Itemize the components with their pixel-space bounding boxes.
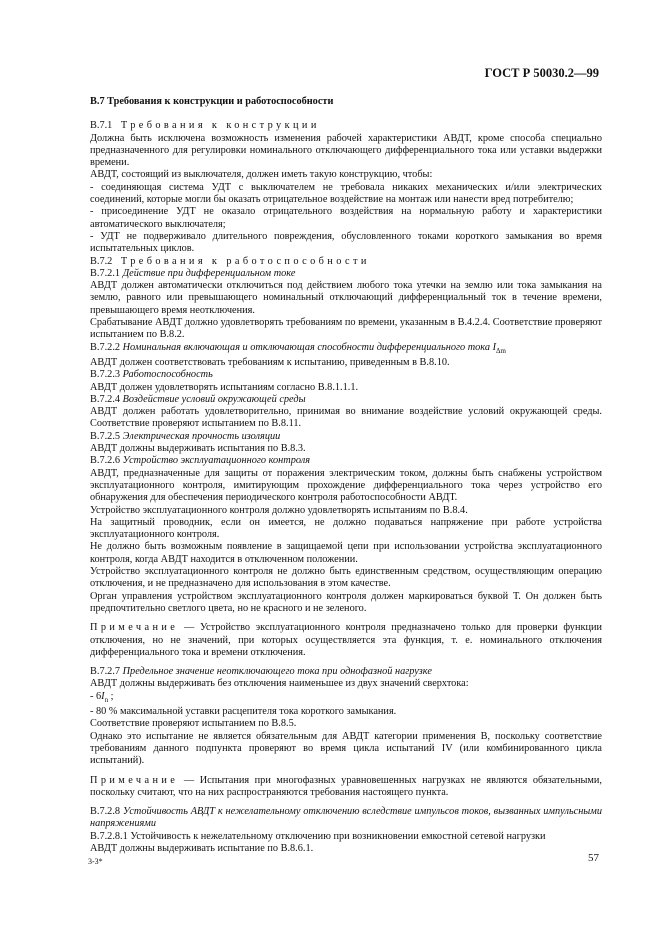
clause-number: В.7.2.3 bbox=[90, 369, 121, 381]
paragraph: АВДТ, предназначенные для защиты от поражения электрическим током, должны быть снабжены устройством эксплуатационного контроля, имитирующим прохождение дифференциального тока через устройство его обнаружения для обеспечения периодического контроля работоспособности АВДТ. bbox=[90, 467, 602, 504]
clause-heading bbox=[90, 666, 602, 678]
list-item: - присоединение УДТ не оказало отрицательного воздействия на нормальную работу и характеристики автоматического выключателя; bbox=[90, 206, 602, 230]
paragraph: Должна быть исключена возможность изменения рабочей характеристики АВДТ, кроме способа специально предназначенного для регулировки номинального отключающего дифференциального тока или уставки выдержки времени. bbox=[90, 132, 602, 169]
paragraph: Срабатывание АВДТ должно удовлетворять требованиям по времени, указанным в В.4.2.4. Соответствие проверяют испытанием по В.8.2. bbox=[90, 317, 602, 341]
clause-number: В.7.2.4 bbox=[90, 393, 121, 405]
heading-title: Требования к работоспособности bbox=[120, 255, 370, 267]
heading-number: В.7.1 bbox=[90, 120, 113, 132]
note-text: — Устройство эксплуатационного контроля предназначено только для проверки функции отключения, но не значений, при которых осуществляется эта функция, т. е. номинального отключения дифференциального тока и времени отключения. bbox=[90, 622, 602, 658]
paragraph: На защитный проводник, если он имеется, не должно подаваться напряжение при работе устройства эксплуатационного контроля. bbox=[90, 516, 602, 541]
clause-heading bbox=[90, 268, 602, 280]
paragraph: Не должно быть возможным появление в защищаемой цепи при использовании устройства эксплуатационного контроля, когда АВДТ находится в отключенном положении. bbox=[90, 541, 602, 565]
paragraph: АВДТ, состоящий из выключателя, должен иметь такую конструкцию, чтобы: bbox=[90, 169, 433, 181]
clause-number: В.7.2.1 bbox=[90, 267, 121, 279]
clause-number: В.7.2.6 bbox=[90, 455, 121, 467]
clause-title: Воздействие условий окружающей среды bbox=[122, 393, 306, 405]
subsection-heading-b71 bbox=[90, 120, 602, 132]
paragraph: Однако это испытание не является обязательным для АВДТ категории применения В, поскольку соответствие требованиям данного подпункта проверяют во время цикла испытаний IV (или комбинированного цикла испытаний). bbox=[90, 730, 602, 767]
clause-heading bbox=[90, 369, 602, 381]
note bbox=[90, 622, 602, 659]
paragraph: АВДТ должен соответствовать требованиям к испытанию, приведенным в В.8.10. bbox=[90, 356, 450, 368]
heading-title: Требования к конструкции bbox=[120, 120, 320, 132]
paragraph: Устройство эксплуатационного контроля не должно быть единственным средством, осуществляющим операцию отключения, и не предназначено для использования в этом качестве. bbox=[90, 566, 602, 590]
list-item: - 80 % максимальной уставки расцепителя тока короткого замыкания. bbox=[90, 706, 397, 718]
note bbox=[90, 775, 602, 800]
clause-title: Электрическая прочность изоляции bbox=[122, 430, 281, 442]
heading-number: В.7.2 bbox=[90, 255, 113, 267]
current-symbol: I bbox=[101, 690, 105, 702]
paragraph: Устройство эксплуатационного контроля должно удовлетворять испытаниям по В.8.4. bbox=[90, 504, 468, 516]
clause-number: В.7.2.5 bbox=[90, 430, 121, 442]
print-signature: 3-3* bbox=[88, 857, 103, 866]
paragraph: Орган управления устройством эксплуатационного контроля должен маркироваться буквой Т. Он должен быть предпочтительно светлого цвета, но не красного и не зеленого. bbox=[90, 590, 602, 614]
document-id: ГОСТ Р 50030.2—99 bbox=[484, 66, 599, 80]
document-body bbox=[90, 96, 602, 855]
page-number: 57 bbox=[588, 852, 599, 864]
list-item-suffix: ; bbox=[108, 690, 114, 702]
paragraph: АВДТ должен автоматически отключиться под действием любого тока утечки на землю или тока замыкания на землю, равного или превышающего номинальный отключающий дифференциальный ток в течение времени, превышающего время неотключения. bbox=[90, 280, 602, 316]
clause-number: В.7.2.7 bbox=[90, 666, 121, 678]
clause-subscript: Δm bbox=[496, 346, 506, 355]
list-item: - УДТ не подверживало длительного повреждения, обусловленного токами короткого замыкания во время испытательных циклов. bbox=[90, 230, 602, 255]
list-item: - соединяющая система УДТ с выключателем не требовала никаких механических и/или электрических соединений, которые могли бы оказать отрицательное воздействие на монтаж или нанести вред потребителю; bbox=[90, 181, 602, 206]
list-item-prefix: - 6 bbox=[90, 690, 102, 702]
list-item bbox=[90, 691, 602, 706]
paragraph: АВДТ должны выдерживать без отключения наименьшее из двух значений сверхтока: bbox=[90, 678, 469, 690]
note-text: — Испытания при многофазных уравновешенных нагрузках не являются обязательными, поскольку считают, что на них распространяются требования настоящего пункта. bbox=[90, 774, 602, 798]
clause-title: Предельное значение неотключающего тока при однофазной нагрузке bbox=[122, 666, 432, 678]
note-label: Примечание bbox=[90, 774, 179, 786]
clause-title: Устойчивость АВДТ к нежелательному отключению вследствие импульсов токов, вызванных импульсными напряжениями bbox=[90, 806, 602, 830]
note-label: Примечание bbox=[90, 622, 179, 634]
clause-heading bbox=[90, 831, 602, 843]
current-subscript: n bbox=[104, 695, 109, 704]
paragraph: Соответствие проверяют испытанием по В.8.5. bbox=[90, 718, 297, 730]
paragraph: АВДТ должен удовлетворять испытаниям согласно В.8.1.1.1. bbox=[90, 381, 359, 393]
clause-title: Работоспособность bbox=[122, 369, 213, 381]
paragraph: АВДТ должен работать удовлетворительно, принимая во внимание воздействие условий окружающей среды. Соответствие проверяют испытанием по В.8.11. bbox=[90, 406, 602, 430]
clause-text: Устойчивость к нежелательному отключению при возникновении емкостной сетевой нагрузки bbox=[130, 830, 546, 842]
clause-heading bbox=[90, 394, 602, 406]
subsection-heading-b72 bbox=[90, 256, 602, 268]
clause-heading bbox=[90, 455, 602, 467]
paragraph: АВДТ должны выдерживать испытание по В.8.6.1. bbox=[90, 843, 314, 855]
clause-heading bbox=[90, 431, 602, 443]
paragraph: АВДТ должны выдерживать испытания по В.8.3. bbox=[90, 443, 306, 455]
clause-title: Устройство эксплуатационного контроля bbox=[122, 455, 311, 467]
clause-title: Действие при дифференциальном токе bbox=[122, 267, 296, 279]
clause-title: Номинальная включающая и отключающая способности дифференциального тока I bbox=[122, 341, 497, 353]
clause-number: В.7.2.8 bbox=[90, 806, 121, 818]
clause-heading bbox=[90, 342, 602, 357]
clause-number: В.7.2.2 bbox=[90, 341, 121, 353]
clause-number: В.7.2.8.1 bbox=[90, 830, 128, 842]
section-title: В.7 Требования к конструкции и работоспособности bbox=[90, 96, 334, 107]
clause-heading bbox=[90, 806, 602, 831]
